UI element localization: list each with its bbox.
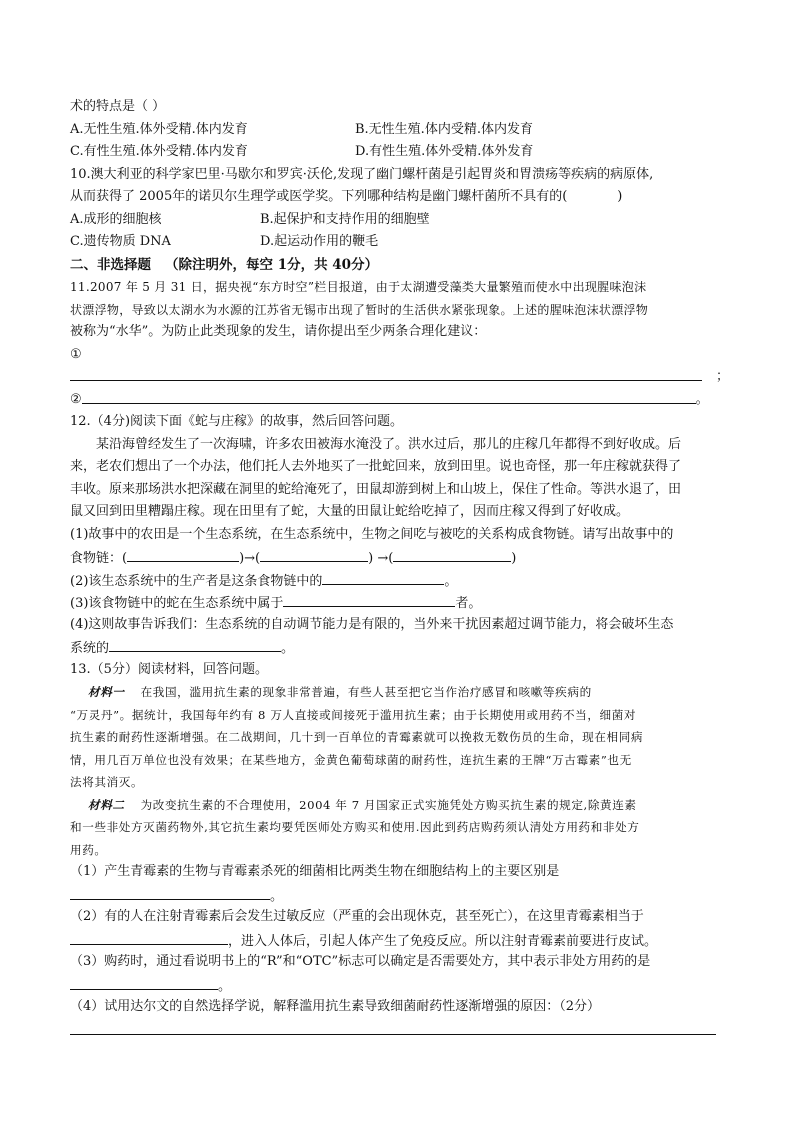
q13-sub4: （4）试用达尔文的自然选择学说，解释滥用抗生素导致细菌耐药性逐渐增强的原因：（2分） bbox=[70, 999, 601, 1014]
food-chain-arrow-2: ) →( bbox=[368, 551, 394, 566]
food-chain-close: ) bbox=[511, 551, 517, 566]
q11-answer-2-mark: ② bbox=[70, 391, 82, 407]
q13-sub4-blank[interactable] bbox=[70, 1019, 716, 1035]
q10-options-row-2 bbox=[70, 231, 720, 254]
q13-sub3-blank[interactable] bbox=[70, 974, 218, 990]
q12-sub2-blank[interactable] bbox=[322, 569, 444, 585]
q12-sub2 bbox=[70, 569, 720, 592]
q9-option-b: B.无性生殖.体内受精.体内发育 bbox=[355, 121, 533, 137]
q12-sub3-text: (3)该食物链中的蛇在生态系统中属于 bbox=[70, 596, 284, 611]
q13-sub1-answer bbox=[70, 884, 720, 907]
material-2-text: 为改变抗生素的不合理使用，2004 年 7 月国家正式实施凭处方购买抗生素的规定,除黄连素 bbox=[140, 797, 637, 812]
q10-option-b: B.起保护和支持作用的细胞壁 bbox=[260, 211, 430, 227]
q12-sub3-blank[interactable] bbox=[283, 591, 455, 607]
q13-material-2-line-2: 和一些非处方灭菌药物外,其它抗生素均要凭医师处方购买和使用.因此到药店购药须认清处方用药和非处方 bbox=[70, 820, 640, 834]
q12-story-line-1: 某沿海曾经发生了一次海啸，许多农田被海水淹没了。洪水过后，那儿的庄稼几年都得不到好收成。后 bbox=[96, 436, 682, 452]
q12-sub2-end: 。 bbox=[444, 573, 458, 589]
q9-options-row-1 bbox=[70, 119, 720, 142]
q12-story-line-2: 来，老农们想出了一个办法，他们托人去外地买了一批蛇回来，放到田里。说也奇怪，那一年庄稼就获得了 bbox=[70, 459, 682, 474]
q13-material-1-line-2: “万灵丹”。据统计，我国每年约有 8 万人直接或间接死于滥用抗生素；由于长期使用或用药不当，细菌对 bbox=[70, 707, 637, 722]
q12-sub4-text: 系统的 bbox=[70, 641, 110, 656]
q13-sub2-text: ，进入人体后，引起人体产生了免疫反应。所以注射青霉素前要进行皮试。 bbox=[228, 933, 658, 949]
q13-sub2-line-1: （2）有的人在注射青霉素后会发生过敏反应（严重的会出现休克，甚至死亡），在这里青霉素相当于 bbox=[70, 909, 644, 924]
food-chain-blank-2[interactable] bbox=[260, 546, 368, 562]
section-2-title: 二、非选择题 bbox=[70, 256, 151, 273]
food-chain-blank-1[interactable] bbox=[127, 546, 239, 562]
q9-tail: 术的特点是（ ） bbox=[70, 99, 166, 114]
q12-sub4-end: 。 bbox=[281, 641, 295, 656]
q12-title: 12.（4分)阅读下面《蛇与庄稼》的故事，然后回答问题。 bbox=[70, 414, 404, 429]
q13-title: 13.（5分）阅读材料，回答问题。 bbox=[70, 661, 268, 677]
q9-options-row-2 bbox=[70, 141, 720, 164]
exam-page bbox=[70, 96, 730, 1041]
q11-line-2: 状漂浮物，导致以太湖水为水源的江苏省无锡市出现了暂时的生活供水紧张现象。上述的腥味泡沫状漂浮物 bbox=[70, 302, 649, 317]
q13-sub3-end: 。 bbox=[218, 978, 232, 994]
q13-sub1-end: 。 bbox=[270, 888, 284, 904]
q13-material-1-line-5: 法将其消灭。 bbox=[70, 775, 144, 789]
q10-option-a: A.成形的细胞核 bbox=[70, 211, 162, 227]
q12-sub1-line-1: (1)故事中的农田是一个生态系统，在生态系统中，生物之间吃与被吃的关系构成食物链。请写出故事中的 bbox=[70, 526, 674, 542]
q11-answer-2-line bbox=[70, 389, 720, 412]
q12-food-chain-label: 食物链：( bbox=[70, 551, 128, 566]
q13-sub1: （1）产生青霉素的生物与青霉素杀死的细菌相比两类生物在细胞结构上的主要区别是 bbox=[70, 864, 560, 879]
q10-line-2 bbox=[70, 186, 720, 209]
q13-material-2-line-1 bbox=[70, 794, 720, 817]
q11-line-3: 被称为“水华”。为防止此类现象的发生，请你提出至少两条合理化建议： bbox=[70, 324, 487, 339]
q11-answer-1-line bbox=[70, 366, 730, 389]
q13-sub2-blank[interactable] bbox=[70, 929, 228, 945]
q12-sub4-blank[interactable] bbox=[109, 636, 281, 652]
q12-story-line-4: 鼠又回到田里糟蹋庄稼。现在田里有了蛇，大量的田鼠让蛇给吃掉了，因而庄稼又得到了好收成。 bbox=[70, 504, 630, 519]
material-1-text: 在我国，滥用抗生素的现象非常普遍，有些人甚至把它当作治疗感冒和咳嗽等疾病的 bbox=[140, 685, 592, 699]
q13-sub3-line-1: （3）购药时，通过看说明书上的“R”和“OTC”标志可以确定是否需要处方，其中表示非处方用药的是 bbox=[70, 954, 651, 969]
q13-material-1-line-1 bbox=[70, 681, 720, 704]
q12-sub2-text: (2)该生态系统中的生产者是这条食物链中的 bbox=[70, 573, 323, 589]
q13-sub2-line-2 bbox=[70, 929, 720, 952]
q10-line-2-text: 从而获得了 2005年的诺贝尔生理学或医学奖。下列哪种结构是幽门螺杆菌所不具有的( bbox=[70, 189, 568, 204]
q13-sub4-answer bbox=[70, 1019, 720, 1042]
section-2-note: （除注明外，每空 1分，共 40分） bbox=[165, 256, 379, 273]
material-2-label: 材料二 bbox=[88, 797, 125, 812]
q11-answer-1-mark: ① bbox=[70, 346, 82, 362]
q12-sub4-line-2 bbox=[70, 636, 720, 659]
q9-option-c: C.有性生殖.体外受精.体内发育 bbox=[70, 144, 248, 159]
q10-line-2-close: ) bbox=[617, 189, 623, 204]
q11-period: 。 bbox=[695, 391, 709, 407]
q13-material-1-line-4: 情，用几百万单位也没有效果；在某些地方，金黄色葡萄球菌的耐药性，连抗生素的王牌“万古霉素”也无 bbox=[70, 752, 632, 767]
q13-material-1-line-3: 抗生素的耐药性逐渐增强。在二战期间，几十到一百单位的青霉素就可以挽救无数伤员的生命，现在相同病 bbox=[70, 730, 644, 744]
section-2-heading bbox=[70, 254, 720, 277]
q13-material-2-line-3: 用药。 bbox=[70, 842, 107, 857]
q12-story-line-3: 丰收。原来那场洪水把深藏在洞里的蛇给淹死了，田鼠却游到树上和山坡上，保住了性命。等洪水退了，田 bbox=[70, 481, 682, 497]
q12-sub3 bbox=[70, 591, 720, 614]
q9-option-a: A.无性生殖.体外受精.体内发育 bbox=[70, 121, 248, 137]
material-1-label: 材料一 bbox=[88, 685, 125, 699]
q13-sub1-blank[interactable] bbox=[70, 884, 270, 900]
food-chain-blank-3[interactable] bbox=[393, 546, 511, 562]
food-chain-arrow-1: )→( bbox=[239, 551, 261, 566]
q12-sub4-line-1: (4)这则故事告诉我们：生态系统的自动调节能力是有限的，当外来干扰因素超过调节能力，将会破坏生态 bbox=[70, 616, 674, 632]
q12-food-chain bbox=[70, 546, 720, 569]
q10-options-row-1 bbox=[70, 209, 720, 232]
q13-sub3-answer bbox=[70, 974, 720, 997]
q11-semicolon: ； bbox=[716, 369, 730, 384]
q11-answer-2-blank[interactable] bbox=[82, 389, 696, 404]
q11-line-1: 11.2007 年 5 月 31 日，据央视“东方时空”栏目报道，由于太湖遭受藻类大量繁殖而使水中出现腥味泡沫 bbox=[70, 280, 647, 294]
q10-line-1: 10.澳大利亚的科学家巴里·马歇尔和罗宾·沃伦,发现了幽门螺杆菌是引起胃炎和胃溃疡等疾病的病原体, bbox=[70, 166, 654, 182]
q12-sub3-end: 者。 bbox=[455, 596, 482, 611]
q10-option-d: D.起运动作用的鞭毛 bbox=[260, 234, 379, 249]
q9-option-d: D.有性生殖.体外受精.体外发育 bbox=[355, 144, 534, 159]
q10-option-c: C.遗传物质 DNA bbox=[70, 234, 171, 249]
q11-answer-1-blank[interactable] bbox=[70, 366, 702, 381]
